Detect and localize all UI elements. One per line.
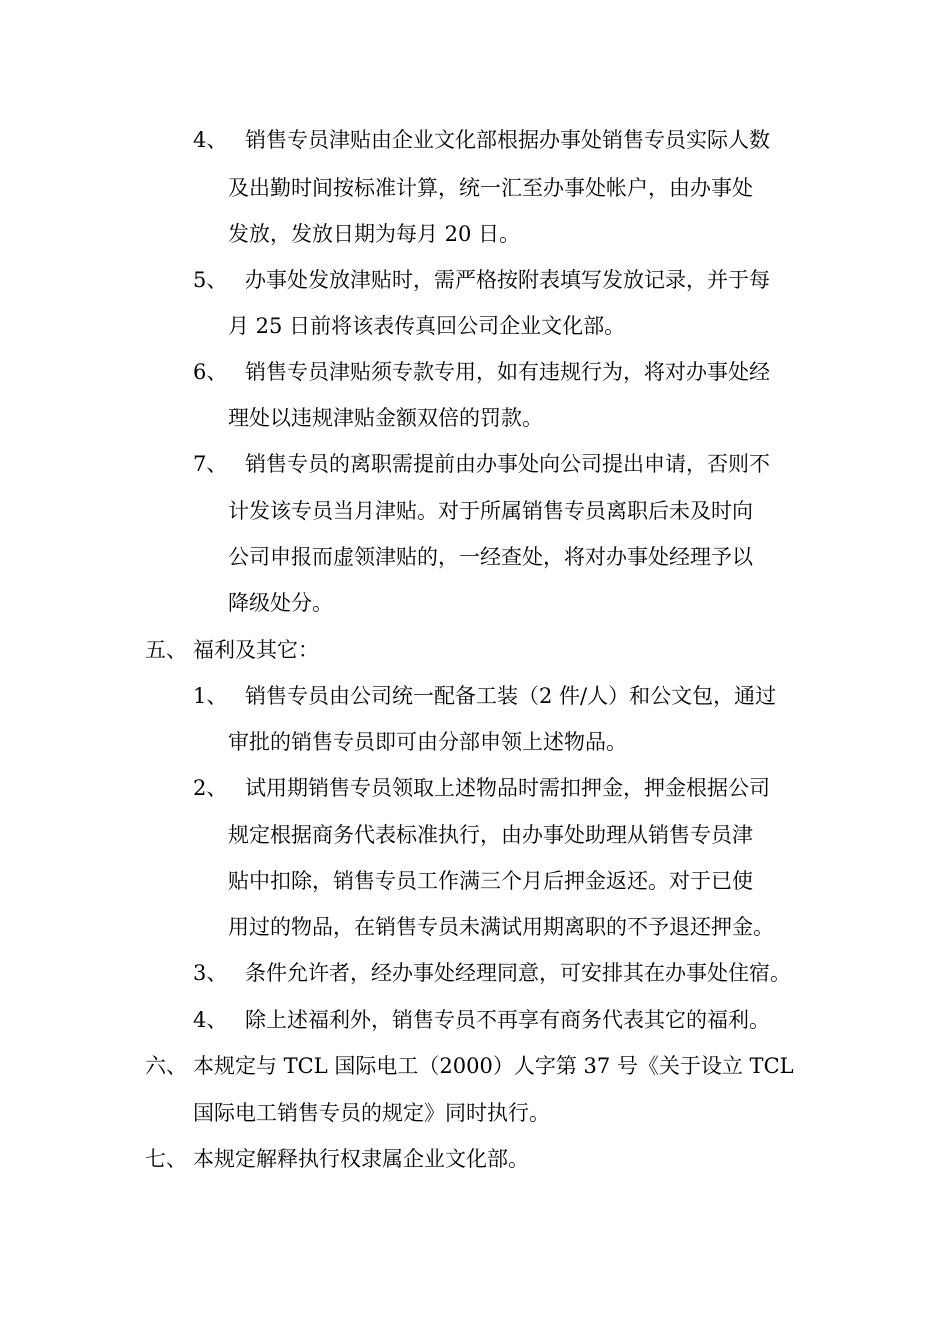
list-item-text: 用过的物品，在销售专员未满试用期离职的不予退还押金。 — [228, 915, 774, 939]
section-text: 本规定解释执行权隶属企业文化部。 — [193, 1147, 529, 1171]
list-item-number: 5、 — [193, 268, 228, 292]
list-item-text: 规定根据商务代表标准执行，由办事处助理从销售专员津 — [228, 823, 753, 847]
section-heading: 福利及其它： — [193, 638, 319, 662]
list-item-number: 1、 — [193, 684, 228, 708]
section-number: 六、 — [145, 1054, 187, 1078]
list-item-text: 条件允许者，经办事处经理同意，可安排其在办事处住宿。 — [245, 961, 791, 985]
list-item-text: 试用期销售专员领取上述物品时需扣押金，押金根据公司 — [245, 776, 770, 800]
list-item-text: 及出勤时间按标准计算，统一汇至办事处帐户，由办事处 — [228, 176, 753, 200]
section-number: 五、 — [145, 638, 187, 662]
list-item-text: 贴中扣除，销售专员工作满三个月后押金返还。对于已使 — [228, 869, 753, 893]
list-item-text: 计发该专员当月津贴。对于所属销售专员离职后未及时向 — [228, 499, 753, 523]
list-item-text: 月 25 日前将该表传真回公司企业文化部。 — [228, 314, 626, 338]
list-item-text: 公司申报而虚领津贴的，一经查处，将对办事处经理予以 — [228, 545, 753, 569]
list-item-text: 理处以违规津贴金额双倍的罚款。 — [228, 406, 543, 430]
list-item-text: 销售专员的离职需提前由办事处向公司提出申请，否则不 — [245, 452, 770, 476]
list-item-number: 3、 — [193, 961, 228, 985]
list-item-text: 降级处分。 — [228, 591, 333, 615]
list-item-number: 7、 — [193, 452, 228, 476]
list-item-number: 6、 — [193, 360, 228, 384]
list-item-text: 办事处发放津贴时，需严格按附表填写发放记录，并于每 — [245, 268, 770, 292]
list-item-text: 销售专员由公司统一配备工装（2 件/人）和公文包，通过 — [245, 684, 777, 708]
list-item-text: 审批的销售专员即可由分部申领上述物品。 — [228, 730, 627, 754]
section-text: 国际电工销售专员的规定》同时执行。 — [193, 1101, 550, 1125]
list-item-number: 4、 — [193, 1008, 228, 1032]
list-item-text: 发放，发放日期为每月 20 日。 — [228, 222, 521, 246]
section-text: 本规定与 TCL 国际电工（2000）人字第 37 号《关于设立 TCL — [193, 1054, 794, 1078]
list-item-text: 除上述福利外，销售专员不再享有商务代表其它的福利。 — [245, 1008, 770, 1032]
list-item-number: 2、 — [193, 776, 228, 800]
list-item-text: 销售专员津贴由企业文化部根据办事处销售专员实际人数 — [245, 128, 770, 152]
section-number: 七、 — [145, 1147, 187, 1171]
list-item-text: 销售专员津贴须专款专用，如有违规行为，将对办事处经 — [245, 360, 770, 384]
list-item-number: 4、 — [193, 128, 228, 152]
